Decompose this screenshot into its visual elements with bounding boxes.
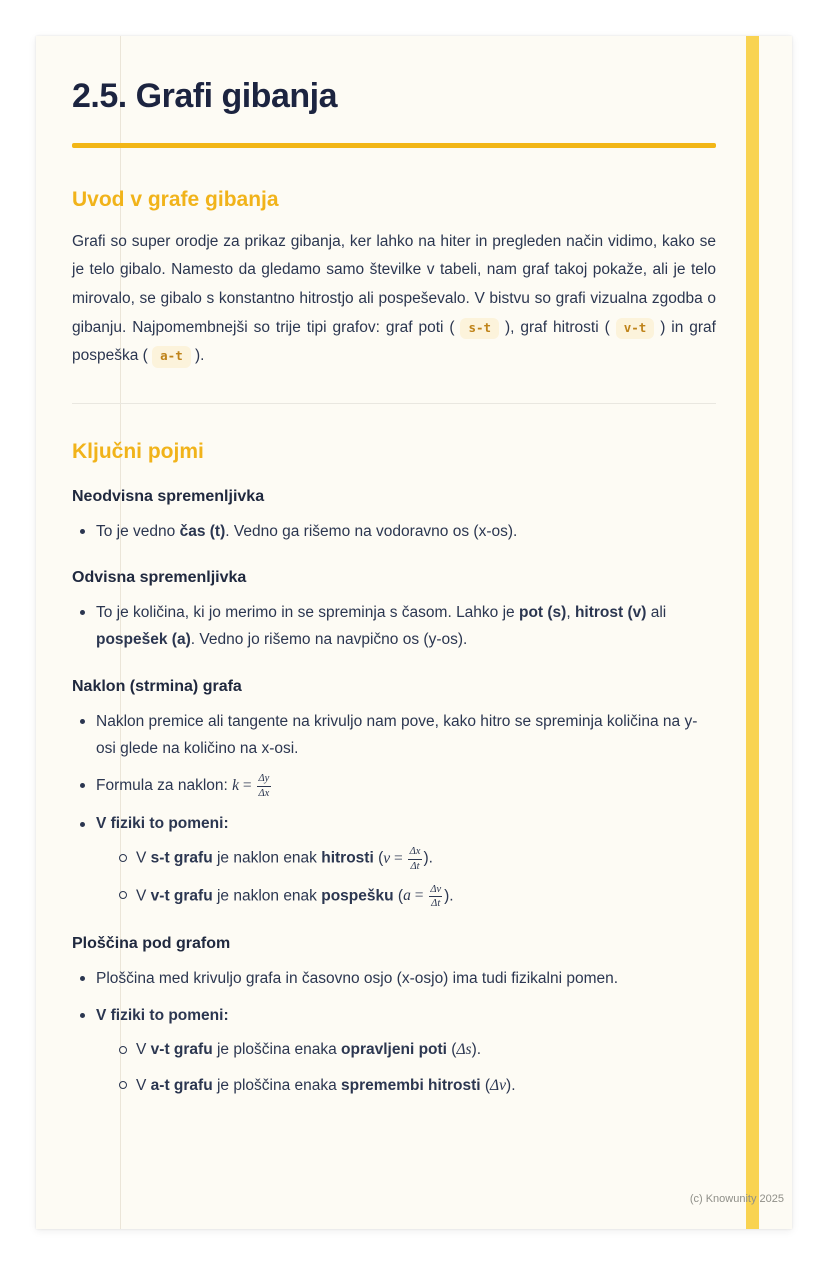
bullet-text: , <box>566 604 575 622</box>
math-delta-v: Δv <box>490 1076 507 1094</box>
fraction-denominator: Δx <box>258 787 270 799</box>
bullet-text: To je količina, ki jo merimo in se spreminja s časom. Lahko je <box>96 604 519 622</box>
bullet-text-bold: V fiziki to pomeni: <box>96 815 229 833</box>
bullet-text: ( <box>373 850 384 868</box>
list-item <box>72 708 716 762</box>
intro-text-2: ), graf hitrosti ( <box>499 318 616 336</box>
bullet-text: ( <box>393 887 404 905</box>
math-equals: = <box>239 776 256 794</box>
bullet-text-bold: a-t grafu <box>150 1076 213 1094</box>
bullet-text-bold: s-t grafu <box>150 850 213 868</box>
bullet-text: ). <box>423 850 433 868</box>
bullet-text-bold: čas (t) <box>179 523 226 541</box>
math-slope-formula <box>232 773 272 799</box>
section-divider <box>72 403 716 404</box>
list-item <box>72 1002 716 1099</box>
bullet-text: je naklon enak <box>212 887 322 905</box>
document-page <box>36 36 792 1229</box>
bullet-text: je ploščina enaka <box>212 1076 342 1094</box>
sub-bullet-list <box>96 1037 716 1099</box>
bullet-list-odvisna <box>72 599 716 653</box>
bullet-list-neodvisna <box>72 518 716 545</box>
page-title: 2.5. Grafi gibanja <box>72 77 337 115</box>
bullet-text-bold: hitrost (v) <box>574 604 647 622</box>
bullet-text: . Vedno ga rišemo na vodoravno os (x-os). <box>225 523 518 541</box>
bullet-text: To je vedno <box>96 523 180 541</box>
intro-text-1: Grafi so super orodje za prikaz gibanja, ker lahko na hiter in pregleden način vidimo, kako se je telo gibalo. Namesto da gledamo samo številke v tabeli, nam graf takoj pokaže, ali je telo mirovalo, se gibalo s konstantno hitrostjo ali pospeševalo. V bistvu so grafi vizualna zgodba o gibanju. Najpomembnejši so trije tipi grafov: graf poti ( <box>72 232 716 336</box>
bullet-text: ali <box>646 604 667 622</box>
bullet-text: Naklon premice ali tangente na krivuljo nam pove, kako hitro se spreminja količina na y-osi glede na količino na x-osi. <box>96 712 698 757</box>
bullet-text-bold: V fiziki to pomeni: <box>96 1007 229 1025</box>
list-item <box>72 810 716 911</box>
bullet-text-bold: opravljeni poti <box>341 1041 447 1059</box>
math-fraction <box>407 845 424 873</box>
sub-list-item <box>114 845 716 873</box>
bullet-text: . Vedno jo rišemo na navpično os (y-os). <box>190 631 468 649</box>
intro-paragraph <box>72 228 716 371</box>
math-equals: = <box>410 887 428 905</box>
sub-list-item <box>114 883 716 911</box>
bullet-text: V <box>136 887 151 905</box>
list-item-formula <box>72 772 716 801</box>
code-chip-st: s-t <box>460 318 499 339</box>
bullet-text-bold: pospešek (a) <box>96 631 191 649</box>
bullet-text: ( <box>446 1041 457 1059</box>
math-variable: a <box>403 887 411 905</box>
list-item <box>72 599 716 653</box>
fraction-numerator: Δv <box>430 883 442 895</box>
code-chip-vt: v-t <box>616 318 655 339</box>
section-heading-uvod: Uvod v grafe gibanja <box>72 187 279 211</box>
section-heading-kljucni: Ključni pojmi <box>72 440 204 464</box>
term-ploscina: Ploščina pod grafom <box>72 935 231 953</box>
bullet-text-bold: hitrosti <box>321 850 374 868</box>
term-odvisna: Odvisna spremenljivka <box>72 569 247 587</box>
bullet-text-bold: v-t grafu <box>150 1041 213 1059</box>
list-item <box>72 965 716 992</box>
bullet-text: ). <box>506 1076 516 1094</box>
bullet-text: V <box>136 1041 151 1059</box>
bullet-text: Ploščina med krivuljo grafa in časovno osjo (x-osjo) ima tudi fizikalni pomen. <box>96 970 619 988</box>
fraction-denominator: Δt <box>410 861 420 873</box>
bullet-text-bold: pot (s) <box>518 604 567 622</box>
math-equals: = <box>390 850 407 868</box>
bullet-list-naklon <box>72 708 716 912</box>
code-chip-at: a-t <box>152 346 191 367</box>
bullet-list-ploscina <box>72 965 716 1099</box>
fraction-denominator: Δt <box>431 898 441 910</box>
math-fraction <box>256 772 273 800</box>
page-content <box>36 36 792 1229</box>
bullet-text: ). <box>444 887 454 905</box>
intro-text-3: ) in graf pospeška ( <box>72 318 716 365</box>
math-delta-s: Δs <box>456 1041 472 1059</box>
bullet-text: V <box>136 850 151 868</box>
sub-bullet-list <box>96 845 716 911</box>
title-underline-rule <box>72 143 716 148</box>
bullet-text-bold: spremembi hitrosti <box>341 1076 481 1094</box>
math-variable: v <box>383 850 391 868</box>
bullet-text: Formula za naklon: <box>96 776 233 794</box>
fraction-numerator: Δy <box>258 773 270 785</box>
bullet-text: ). <box>471 1041 482 1059</box>
math-acceleration-formula <box>403 883 444 910</box>
term-naklon: Naklon (strmina) grafa <box>72 677 242 695</box>
math-fraction <box>427 883 444 911</box>
bullet-text: ( <box>480 1076 491 1094</box>
fraction-numerator: Δx <box>409 846 421 858</box>
math-velocity-formula <box>383 846 423 873</box>
bullet-text: je naklon enak <box>212 850 322 868</box>
bullet-text: V <box>136 1076 151 1094</box>
sub-list-item <box>114 1037 716 1063</box>
list-item <box>72 518 716 545</box>
intro-text-4: ). <box>190 347 205 365</box>
math-variable: k <box>232 776 240 794</box>
bullet-text: je ploščina enaka <box>212 1041 342 1059</box>
bullet-text-bold: pospešku <box>321 887 394 905</box>
bullet-text-bold: v-t grafu <box>150 887 213 905</box>
sub-list-item <box>114 1073 716 1099</box>
term-neodvisna: Neodvisna spremenljivka <box>72 488 265 506</box>
footer-credit: (c) Knowunity 2025 <box>689 1192 784 1205</box>
